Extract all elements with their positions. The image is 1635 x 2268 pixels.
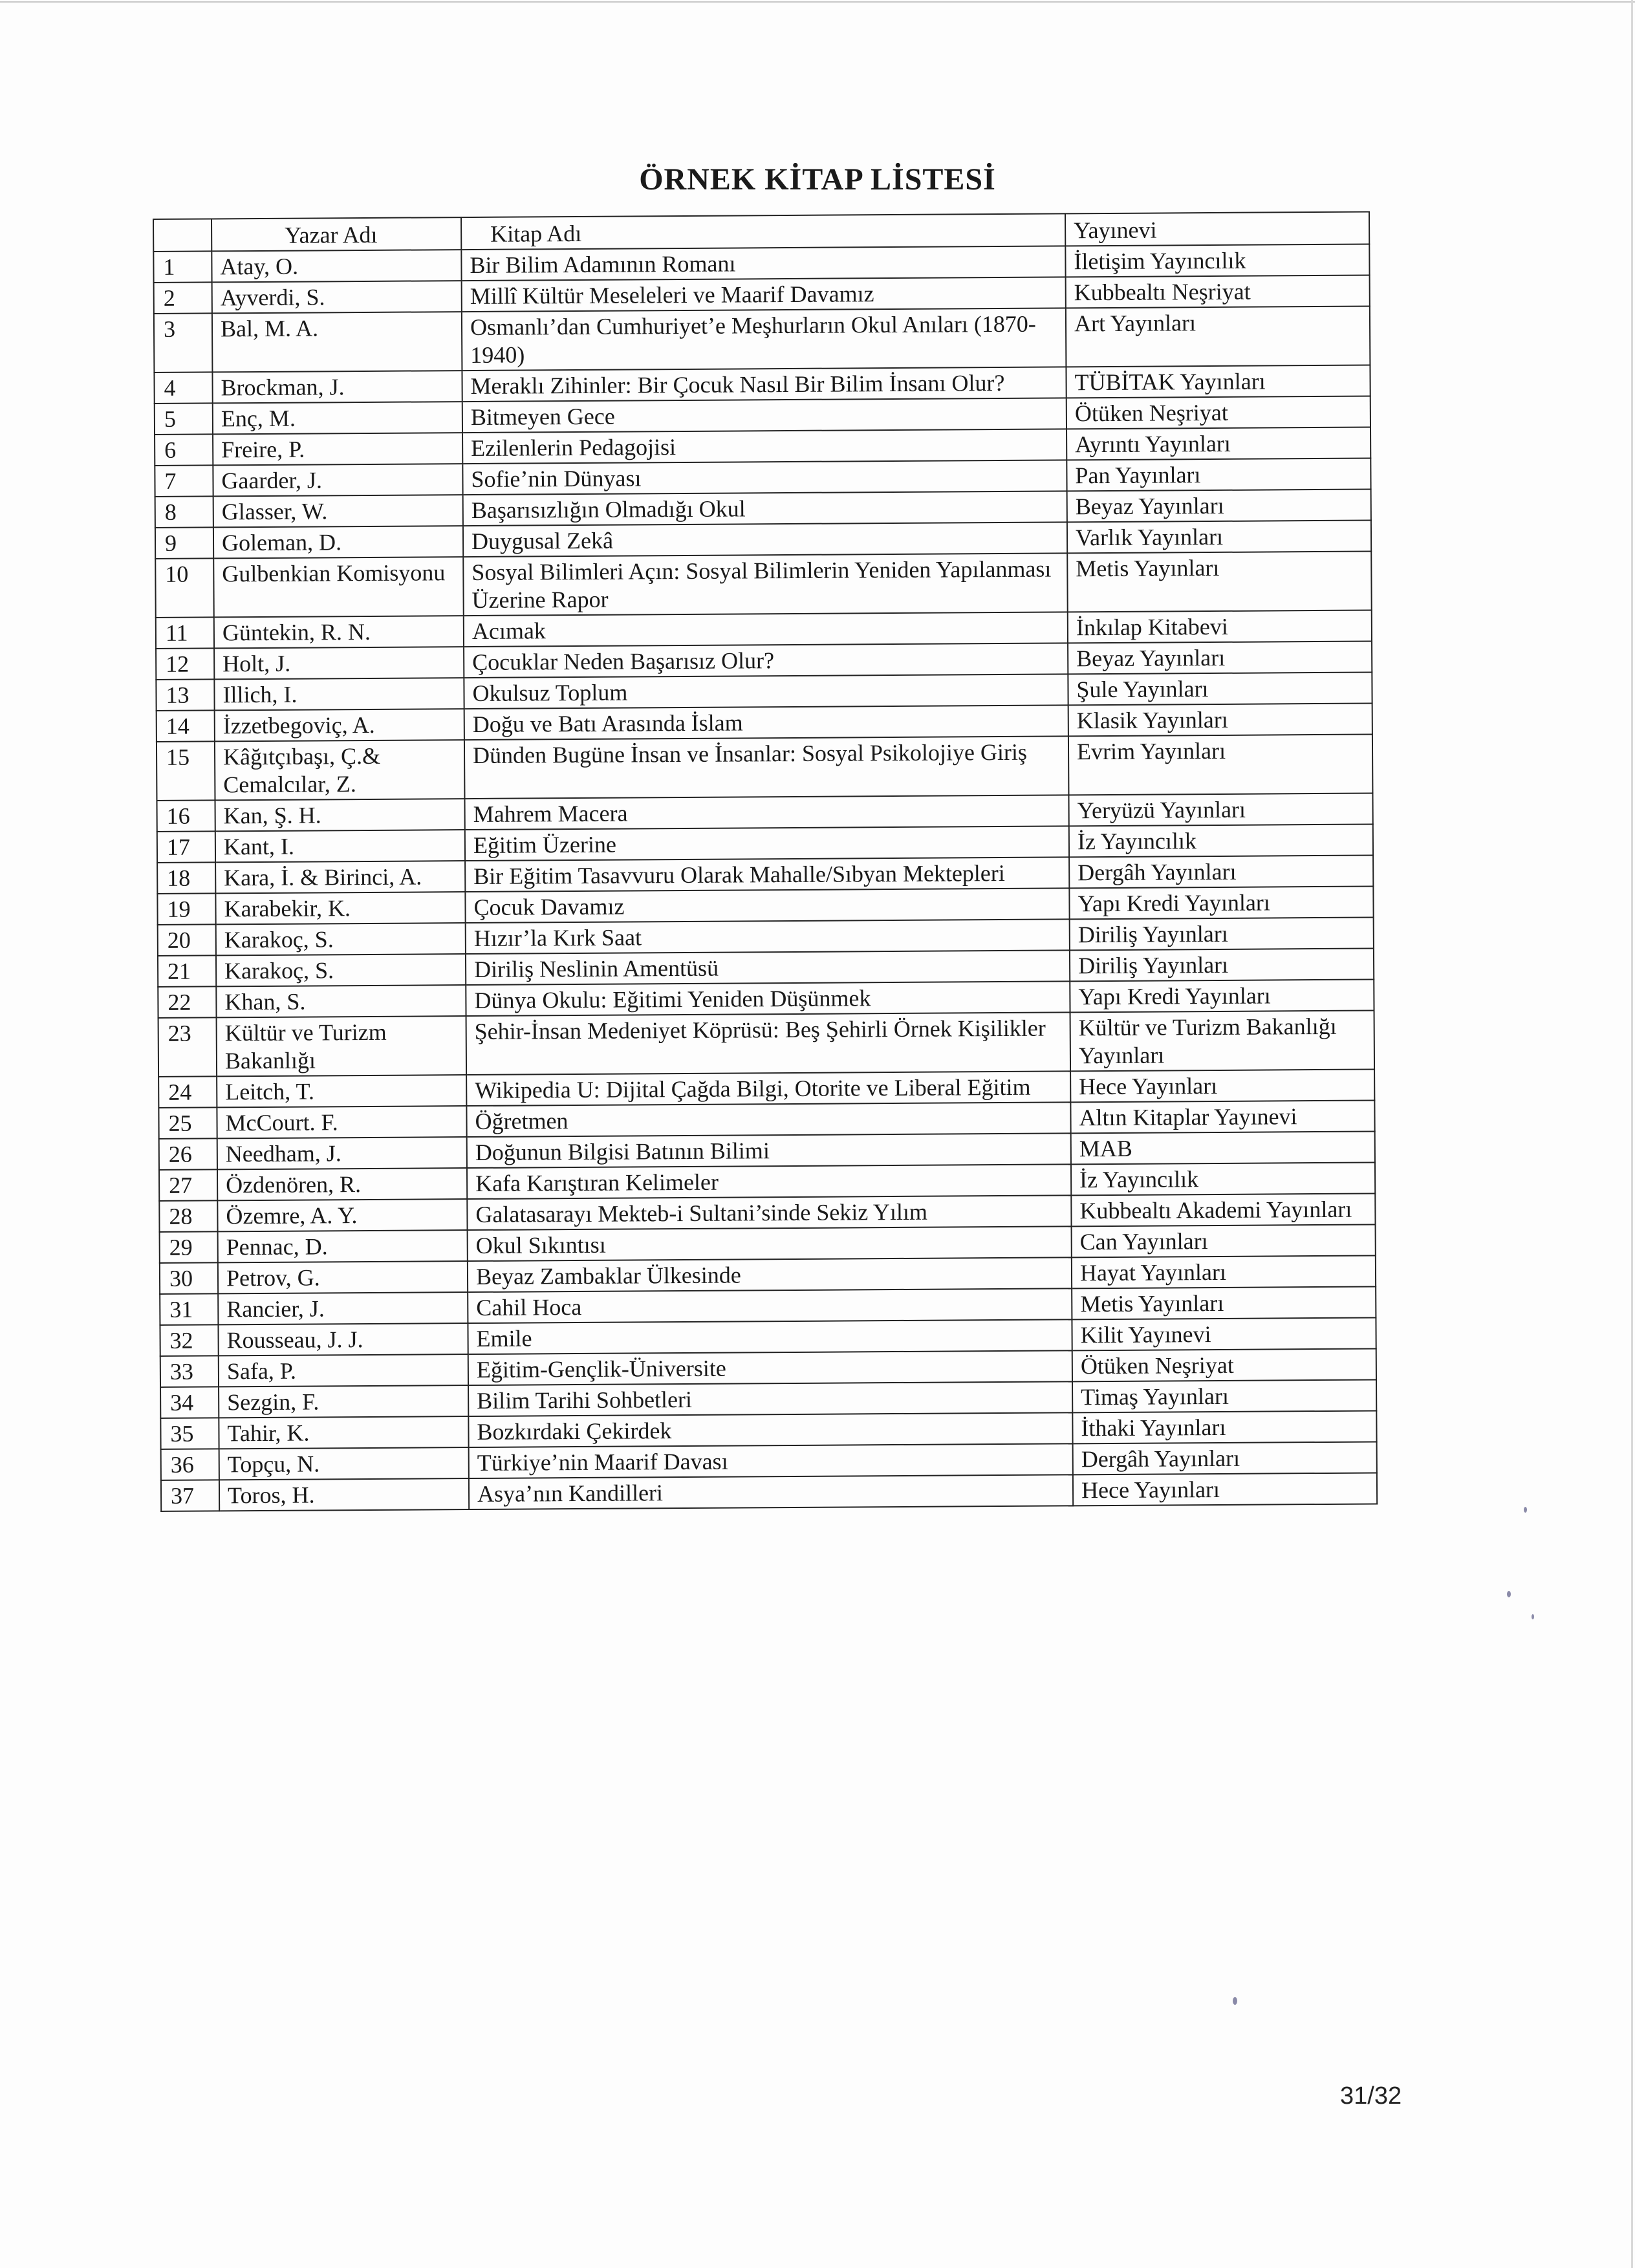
book-title-cell: Dünden Bugüne İnsan ve İnsanlar: Sosyal Psikolojiye Giriş (464, 736, 1069, 799)
book-title-cell: Kafa Karıştıran Kelimeler (467, 1164, 1071, 1199)
row-number: 24 (158, 1076, 217, 1108)
author-cell: Pennac, D. (218, 1230, 468, 1262)
table-row (161, 1473, 1377, 1511)
row-number: 15 (157, 741, 215, 801)
author-cell: Kant, I. (215, 830, 465, 862)
row-number: 22 (158, 986, 216, 1018)
author-cell: Rousseau, J. J. (218, 1323, 468, 1355)
page-number: 31/32 (1340, 2082, 1402, 2110)
author-cell: Atay, O. (211, 250, 461, 282)
author-cell: Brockman, J. (212, 371, 462, 403)
author-cell: Gaarder, J. (213, 464, 462, 496)
publisher-cell: Ötüken Neşriyat (1072, 1348, 1376, 1381)
row-number: 4 (154, 372, 212, 404)
publisher-cell: Altın Kitaplar Yayınevi (1070, 1100, 1374, 1133)
publisher-cell: Can Yayınları (1072, 1224, 1376, 1257)
publisher-cell: İthaki Yayınları (1072, 1410, 1376, 1443)
book-title-cell: Ezilenlerin Pedagojisi (462, 429, 1067, 464)
book-title-cell: Çocuklar Neden Başarısız Olur? (464, 643, 1068, 678)
author-cell: Toros, H. (219, 1478, 469, 1511)
row-number: 35 (160, 1418, 219, 1449)
publisher-cell: Varlık Yayınları (1067, 521, 1371, 554)
row-number: 2 (154, 282, 212, 314)
book-title-cell: Sofie’nin Dünyası (462, 460, 1067, 495)
table-row (155, 551, 1372, 617)
scan-right-edge (1631, 0, 1633, 2268)
row-number: 27 (159, 1169, 217, 1201)
publisher-cell: Klasik Yayınları (1068, 703, 1372, 736)
table-row (158, 1010, 1375, 1076)
author-cell: Tahir, K. (219, 1416, 468, 1449)
author-cell: Karakoç, S. (216, 923, 466, 955)
book-title-cell: Galatasarayı Mekteb-i Sultani’sinde Sekiz Yılım (467, 1195, 1071, 1230)
row-number: 6 (155, 434, 213, 466)
book-title-cell: Cahil Hoca (468, 1288, 1072, 1323)
row-number: 21 (158, 955, 216, 987)
row-number: 30 (160, 1262, 218, 1294)
publisher-cell: Yapı Kredi Yayınları (1069, 886, 1373, 919)
publisher-cell: Hece Yayınları (1073, 1473, 1377, 1506)
book-title-cell: Diriliş Neslinin Amentüsü (466, 950, 1070, 985)
book-title-cell: Türkiye’nin Maarif Davası (469, 1443, 1073, 1478)
book-title-cell: Okulsuz Toplum (464, 674, 1068, 709)
book-title-cell: Doğunun Bilgisi Batının Bilimi (467, 1133, 1071, 1168)
row-number: 31 (160, 1293, 218, 1325)
book-title-cell: Mahrem Macera (464, 795, 1068, 830)
row-number: 5 (155, 403, 213, 435)
scan-speck (1532, 1614, 1534, 1619)
publisher-cell: MAB (1071, 1131, 1375, 1164)
publisher-cell: Yapı Kredi Yayınları (1070, 979, 1374, 1012)
table-row (154, 307, 1370, 373)
author-cell: Gulbenkian Komisyonu (213, 557, 464, 617)
book-title-cell: Sosyal Bilimleri Açın: Sosyal Bilimlerin Yeniden Yapılanması Üzerine Rapor (463, 553, 1068, 616)
author-cell: Leitch, T. (217, 1075, 466, 1107)
book-title-cell: Asya’nın Kandilleri (469, 1474, 1073, 1509)
author-cell: Petrov, G. (218, 1261, 468, 1293)
row-number: 26 (159, 1138, 217, 1170)
publisher-cell: Şule Yayınları (1068, 672, 1372, 705)
row-number: 9 (155, 527, 213, 559)
publisher-cell: İletişim Yayıncılık (1065, 244, 1369, 277)
book-title-cell: Bozkırdaki Çekirdek (468, 1412, 1072, 1447)
book-title-cell: Osmanlı’dan Cumhuriyet’e Meşhurların Okul Anıları (1870-1940) (462, 308, 1067, 371)
book-title-cell: Millî Kültür Meseleleri ve Maarif Davamız (462, 277, 1066, 312)
publisher-cell: İnkılap Kitabevi (1068, 610, 1372, 643)
publisher-cell: Kubbealtı Akademi Yayınları (1071, 1193, 1375, 1226)
book-title-cell: Bir Bilim Adamının Romanı (461, 246, 1065, 281)
author-cell: İzzetbegoviç, A. (215, 709, 464, 741)
book-title-cell: Meraklı Zihinler: Bir Çocuk Nasıl Bir Bilim İnsanı Olur? (462, 367, 1066, 402)
book-title-cell: Başarısızlığın Olmadığı Okul (463, 491, 1067, 526)
row-number: 32 (160, 1324, 218, 1356)
book-title-cell: Dünya Okulu: Eğitimi Yeniden Düşünmek (466, 981, 1070, 1016)
publisher-cell: Evrim Yayınları (1068, 734, 1373, 795)
publisher-cell: Metis Yayınları (1072, 1286, 1376, 1319)
publisher-cell: Yeryüzü Yayınları (1068, 793, 1372, 826)
publisher-cell: Art Yayınları (1066, 307, 1370, 367)
author-cell: Sezgin, F. (219, 1385, 468, 1418)
publisher-cell: Ayrıntı Yayınları (1067, 427, 1370, 460)
author-cell: Rancier, J. (218, 1292, 468, 1324)
author-cell: Kan, Ş. H. (215, 799, 464, 831)
book-title-cell: Eğitim Üzerine (465, 826, 1069, 861)
row-number: 13 (156, 679, 214, 711)
book-title-cell: Bilim Tarihi Sohbetleri (468, 1381, 1072, 1416)
publisher-cell: TÜBİTAK Yayınları (1066, 365, 1370, 398)
book-title-cell: Emile (468, 1319, 1072, 1354)
row-number: 34 (160, 1387, 219, 1418)
author-cell: Glasser, W. (213, 495, 463, 527)
row-number: 29 (160, 1231, 218, 1263)
publisher-cell: Kubbealtı Neşriyat (1066, 275, 1370, 308)
book-title-cell: Beyaz Zambaklar Ülkesinde (468, 1257, 1072, 1292)
page-title: ÖRNEK KİTAP LİSTESİ (639, 162, 996, 197)
author-cell: Khan, S. (216, 985, 466, 1017)
author-cell: Kâğıtçıbaşı, Ç.& Cemalcılar, Z. (215, 740, 465, 800)
table-row (157, 734, 1373, 800)
publisher-cell: Kültür ve Turizm Bakanlığı Yayınları (1070, 1010, 1375, 1071)
book-title-cell: Wikipedia U: Dijital Çağda Bilgi, Otorite ve Liberal Eğitim (466, 1071, 1070, 1106)
row-number: 12 (156, 648, 214, 680)
book-title-cell: Şehir-İnsan Medeniyet Köprüsü: Beş Şehirli Örnek Kişilikler (466, 1012, 1071, 1075)
author-cell: Safa, P. (219, 1354, 468, 1387)
row-number: 16 (157, 800, 215, 832)
author-cell: Freire, P. (213, 433, 462, 465)
row-number: 28 (159, 1200, 217, 1232)
row-number: 37 (161, 1480, 219, 1511)
book-title-cell: Eğitim-Gençlik-Üniversite (468, 1350, 1072, 1385)
row-number: 33 (160, 1355, 219, 1387)
book-title-cell: Öğretmen (466, 1102, 1070, 1137)
author-cell: Kara, İ. & Birinci, A. (215, 861, 465, 893)
row-number: 18 (157, 862, 215, 894)
publisher-cell: Beyaz Yayınları (1067, 490, 1371, 523)
row-number: 11 (156, 617, 214, 649)
book-title-cell: Okul Sıkıntısı (468, 1226, 1072, 1261)
publisher-cell: Timaş Yayınları (1072, 1379, 1376, 1412)
author-cell: Karakoç, S. (216, 954, 466, 986)
author-cell: Topçu, N. (219, 1447, 469, 1480)
publisher-cell: Diriliş Yayınları (1070, 948, 1374, 981)
scan-speck (1233, 1997, 1237, 2005)
author-cell: Enç, M. (213, 402, 462, 434)
row-number: 23 (158, 1017, 217, 1077)
header-publisher: Yayınevi (1065, 212, 1369, 246)
author-cell: Illich, I. (214, 678, 464, 710)
book-title-cell: Hızır’la Kırk Saat (466, 919, 1070, 954)
author-cell: Goleman, D. (213, 526, 463, 558)
row-number: 20 (158, 924, 216, 956)
scan-speck (1524, 1507, 1527, 1513)
header-author: Yazar Adı (211, 217, 461, 251)
publisher-cell: Metis Yayınları (1067, 551, 1372, 612)
row-number: 17 (157, 831, 215, 863)
scan-top-edge (0, 1, 1635, 3)
author-cell: Özdenören, R. (217, 1168, 467, 1200)
author-cell: Güntekin, R. N. (214, 616, 464, 648)
book-title-cell: Bir Eğitim Tasavvuru Olarak Mahalle/Sıbyan Mektepleri (465, 857, 1069, 892)
publisher-cell: Dergâh Yayınları (1069, 855, 1373, 888)
publisher-cell: Pan Yayınları (1067, 459, 1370, 491)
book-title-cell: Duygusal Zekâ (463, 522, 1067, 557)
publisher-cell: Beyaz Yayınları (1068, 641, 1372, 674)
author-cell: Karabekir, K. (215, 892, 465, 924)
author-cell: Özemre, A. Y. (217, 1199, 467, 1231)
book-title-cell: Çocuk Davamız (465, 888, 1069, 923)
book-title-cell: Doğu ve Batı Arasında İslam (464, 705, 1068, 740)
book-title-cell: Bitmeyen Gece (462, 398, 1067, 433)
publisher-cell: Dergâh Yayınları (1073, 1442, 1377, 1474)
row-number: 19 (157, 893, 215, 925)
publisher-cell: Hayat Yayınları (1072, 1255, 1376, 1288)
publisher-cell: Kilit Yayınevi (1072, 1317, 1376, 1350)
row-number: 8 (155, 496, 213, 528)
header-title: Kitap Adı (461, 213, 1065, 250)
publisher-cell: Diriliş Yayınları (1070, 917, 1374, 950)
row-number: 3 (154, 313, 213, 373)
book-title-cell: Acımak (464, 612, 1068, 647)
publisher-cell: İz Yayıncılık (1071, 1162, 1375, 1195)
row-number: 7 (155, 465, 213, 497)
scan-speck (1507, 1591, 1511, 1597)
author-cell: Kültür ve Turizm Bakanlığı (217, 1016, 467, 1076)
author-cell: Ayverdi, S. (212, 281, 462, 313)
publisher-cell: İz Yayıncılık (1069, 824, 1373, 857)
author-cell: Holt, J. (214, 647, 464, 679)
row-number: 36 (161, 1449, 219, 1480)
author-cell: McCourt. F. (217, 1106, 466, 1138)
row-number: 25 (158, 1107, 217, 1139)
header-number (153, 219, 211, 252)
author-cell: Bal, M. A. (212, 312, 462, 372)
row-number: 1 (153, 251, 211, 283)
author-cell: Needham, J. (217, 1137, 467, 1169)
book-list-table (153, 211, 1378, 1512)
publisher-cell: Ötüken Neşriyat (1067, 396, 1370, 429)
row-number: 10 (155, 558, 214, 618)
row-number: 14 (157, 710, 215, 742)
publisher-cell: Hece Yayınları (1070, 1069, 1374, 1102)
